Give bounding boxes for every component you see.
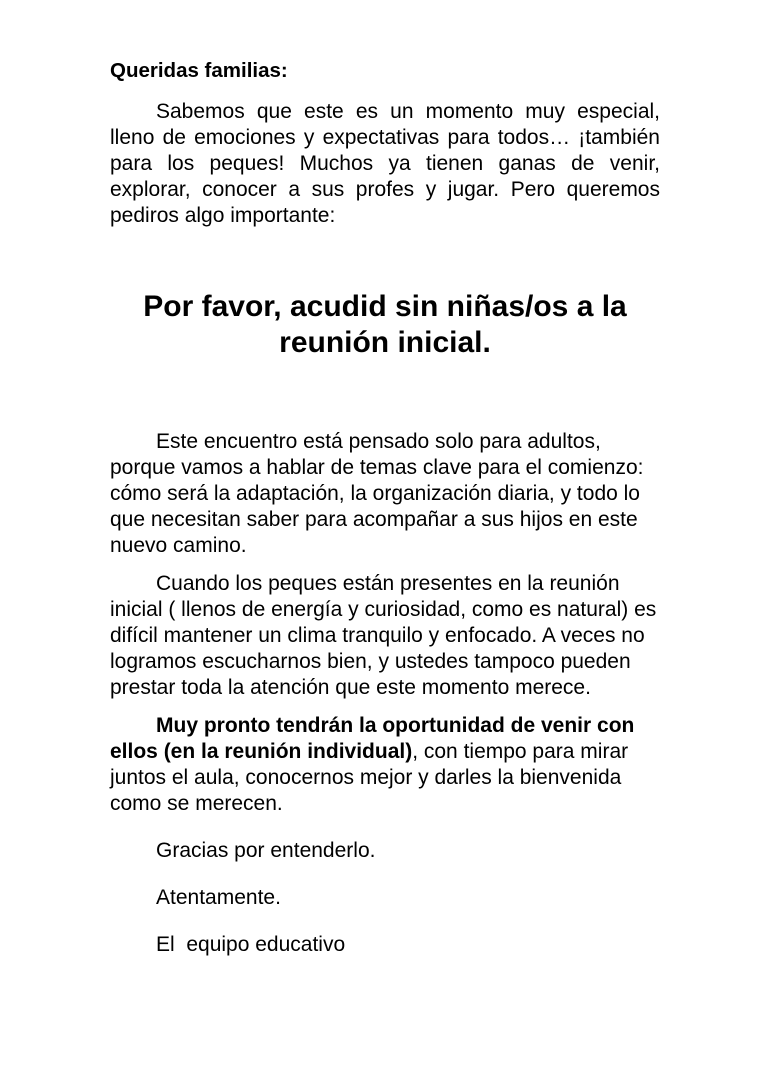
thanks-line: Gracias por entenderlo. [156,839,376,862]
intro-paragraph: Sabemos que este es un momento muy especial, lleno de emociones y expectativas para todos… ¡también para los peques! Muchos ya tienen ganas de venir, explorar, conocer a sus profes y jugar. Pero queremos pediros algo importante: [110,100,660,227]
headline: Por favor, acudid sin niñas/os a la reunión inicial. [143,290,627,359]
regards-line: Atentamente. [156,886,281,909]
paragraph-children-present: Cuando los peques están presentes en la reunión inicial ( llenos de energía y curiosidad, como es natural) es difícil mantener un clima tranquilo y enfocado. A veces no logramos escucharnos bien, y ustedes tampoco pueden prestar toda la atención que este momento merece. [110,572,657,699]
paragraph-individual-meeting [110,713,660,817]
paragraph-individual-meeting-bold: Muy pronto tendrán la oportunidad de venir con ellos (en la reunión individual) [110,714,635,763]
paragraph-adults-only: Este encuentro está pensado solo para adultos, porque vamos a hablar de temas clave para el comienzo: cómo será la adaptación, la organización diaria, y todo lo que necesitan saber para acompañar a sus hijos en este nuevo camino. [110,430,644,557]
paragraph-individual-meeting-rest: , con tiempo para mirar juntos el aula, conocernos mejor y darles la bienvenida como se merecen. [110,740,629,815]
salutation: Queridas familias: [110,59,288,82]
spacer [110,361,660,429]
letter [110,58,660,958]
signature-line: El equipo educativo [156,933,346,956]
